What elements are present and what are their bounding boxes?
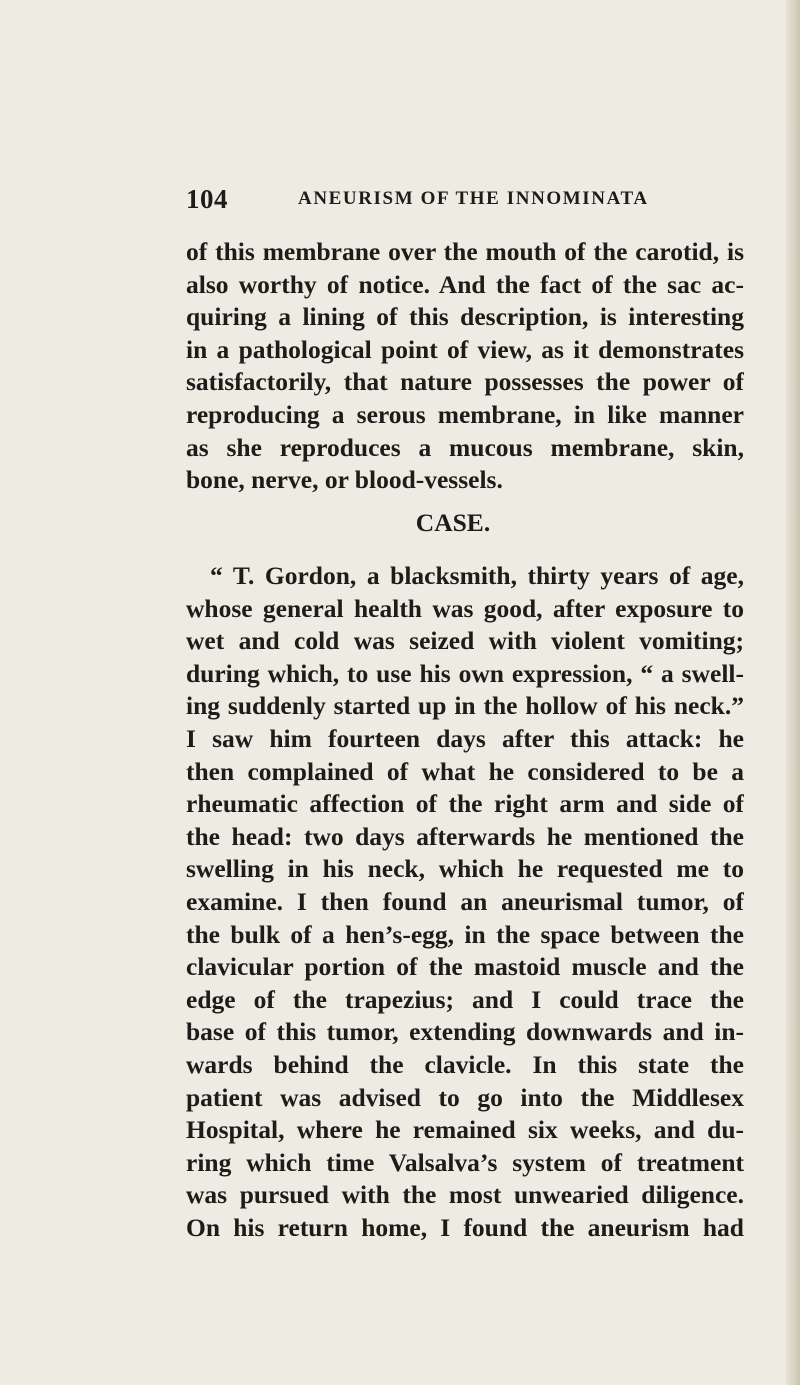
- text-line: wet and cold was seized with violent vomiting;: [186, 626, 744, 656]
- page-edge-shadow: [786, 0, 800, 1385]
- text-line: whose general health was good, after exposure to: [186, 593, 744, 623]
- text-line: edge of the trapezius; and I could trace the: [186, 984, 744, 1014]
- body-paragraph-2: [186, 560, 744, 1244]
- text-line: base of this tumor, extending downwards and in-: [186, 1017, 744, 1047]
- text-line: On his return home, I found the aneurism had: [186, 1212, 744, 1242]
- text-line: then complained of what he considered to be a: [186, 756, 744, 786]
- text-line: I saw him fourteen days after this attack: he: [186, 723, 744, 753]
- body-paragraph-1: [186, 236, 744, 497]
- section-heading: [186, 508, 744, 538]
- text-line: clavicular portion of the mastoid muscle and the: [186, 952, 744, 982]
- text-line: patient was advised to go into the Middlesex: [186, 1082, 744, 1112]
- text-line: the head: two days afterwards he mentioned the: [186, 821, 744, 851]
- text-line: examine. I then found an aneurismal tumor, of: [186, 886, 744, 916]
- text-line: rheumatic affection of the right arm and side of: [186, 789, 744, 819]
- text-line: reproducing a serous membrane, in like manner: [186, 399, 744, 429]
- text-line: swelling in his neck, which he requested me to: [186, 854, 744, 884]
- text-line: Hospital, where he remained six weeks, and du-: [186, 1115, 744, 1145]
- running-title: ANEURISM OF THE INNOMINATA: [298, 188, 649, 209]
- running-head: [186, 184, 649, 220]
- text-line: was pursued with the most unwearied diligence.: [186, 1180, 744, 1210]
- text-line: the bulk of a hen’s-egg, in the space between the: [186, 919, 744, 949]
- text-line: satisfactorily, that nature possesses the power of: [186, 367, 744, 397]
- text-line: as she reproduces a mucous membrane, skin,: [186, 432, 744, 462]
- text-line: during which, to use his own expression, “ a swell-: [186, 658, 744, 688]
- text-line: in a pathological point of view, as it demonstrates: [186, 334, 744, 364]
- text-line: bone, nerve, or blood-vessels.: [186, 465, 503, 495]
- text-line: “ T. Gordon, a blacksmith, thirty years of age,: [210, 561, 744, 590]
- text-line: quiring a lining of this description, is interesting: [186, 302, 744, 332]
- text-line: ring which time Valsalva’s system of treatment: [186, 1147, 744, 1177]
- text-line: ing suddenly started up in the hollow of his neck.”: [186, 691, 744, 721]
- text-line: also worthy of notice. And the fact of the sac ac-: [186, 269, 744, 299]
- text-line: of this membrane over the mouth of the carotid, is: [186, 237, 744, 266]
- section-heading-text: CASE.: [415, 508, 491, 537]
- page-number: 104: [186, 184, 228, 214]
- text-line: wards behind the clavicle. In this state the: [186, 1049, 744, 1079]
